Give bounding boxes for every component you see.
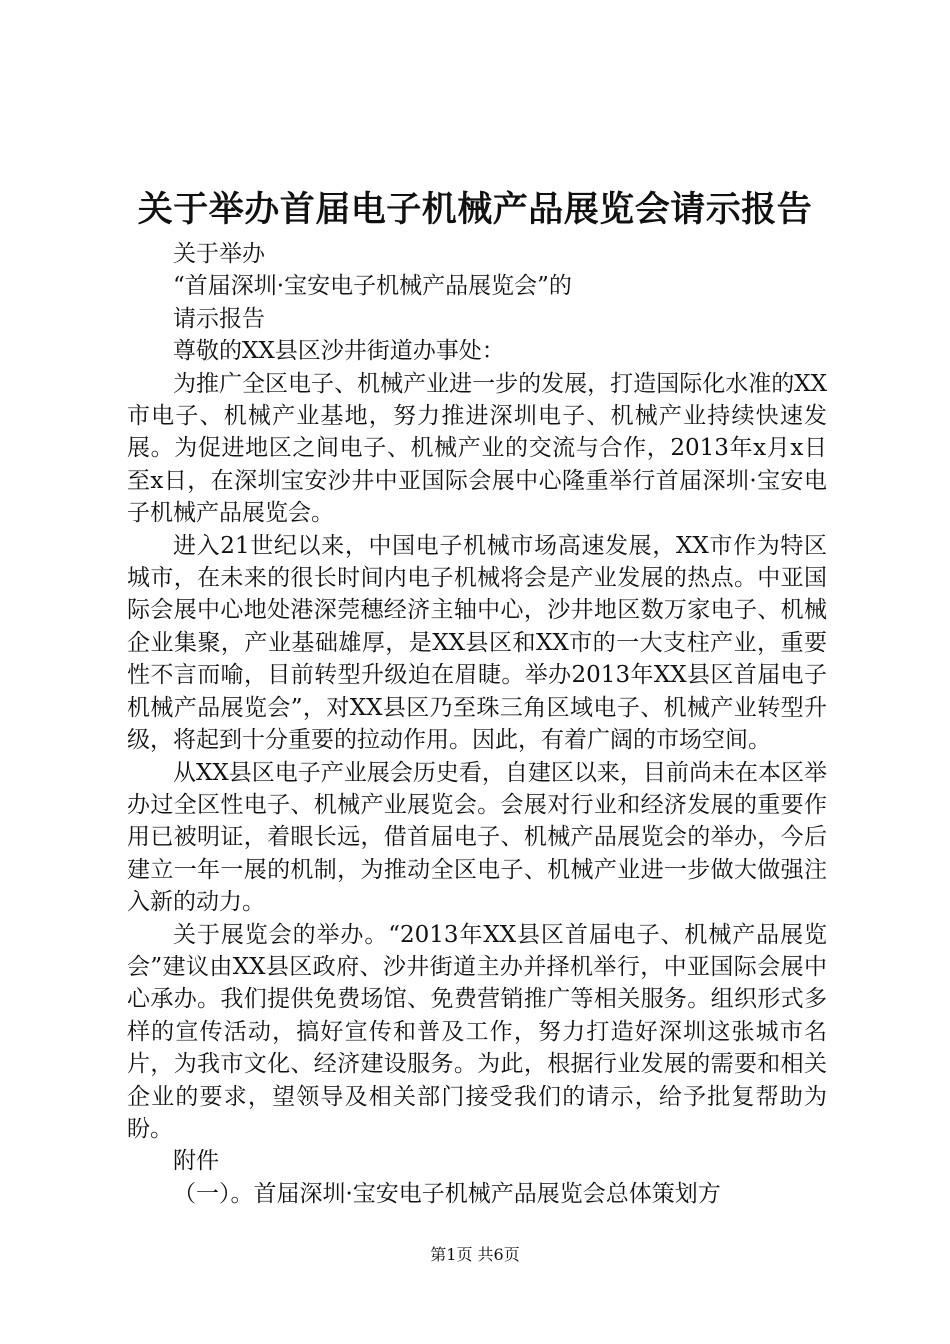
heading-line: “首届深圳·宝安电子机械产品展览会”的 — [173, 273, 572, 300]
paragraph: 进入21世纪以来，中国电子机械市场高速发展，XX市作为特区城市，在未来的很长时间内电子机械将会是产业发展的热点。中亚国际会展中心地处港深莞穗经济主轴中心，沙井地区数万家电子、机械企业集聚，产业基础雄厚，是XX县区和XX市的一大支柱产业，重要性不言而喻，目前转型升级迫在眉睫。举办2013年XX县区首届电子机械产品展览会”，对XX县区乃至珠三角区域电子、机械产业转型升级，将起到十分重要的拉动作用。因此，有着广阔的市场空间。 — [127, 532, 828, 754]
paragraph: 关于展览会的举办。“2013年XX县区首届电子、机械产品展览会”建议由XX县区政府、沙井街道主办并择机举行，中亚国际会展中心承办。我们提供免费场馆、免费营销推广等相关服务。组织形式多样的宣传活动，搞好宣传和普及工作，努力打造好深圳这张城市名片，为我市文化、经济建设服务。为此，根据行业发展的需要和相关企业的要求，望领导及相关部门接受我们的请示，给予批复帮助为盼。 — [127, 921, 827, 1142]
heading-line: 请示报告 — [173, 305, 265, 332]
paragraph: 为推广全区电子、机械产业进一步的发展，打造国际化水准的XX市电子、机械产业基地，努力推进深圳电子、机械产业持续快速发展。为促进地区之间电子、机械产业的交流与合作，2013年x月x日至x日，在深圳宝安沙井中亚国际会展中心隆重举行首届深圳·宝安电子机械产品展览会。 — [127, 370, 827, 527]
page-footer: 第1页 共6页 — [430, 1245, 520, 1264]
heading-line: 关于举办 — [173, 241, 265, 267]
paragraph: 从XX县区电子产业展会历史看，自建区以来，目前尚未在本区举办过全区性电子、机械产业展览会。会展对行业和经济发展的重要作用已被明证，着眼长远，借首届电子、机械产品展览会的举办，今后建立一年一展的机制，为推动全区电子、机械产业进一步做大做强注入新的动力。 — [127, 759, 827, 916]
document-title: 关于举办首届电子机械产品展览会请示报告 — [137, 189, 813, 230]
attachment-item: （一）。首届深圳·宝安电子机械产品展览会总体策划方 — [173, 1180, 721, 1207]
salutation: 尊敬的XX县区沙井街道办事处： — [173, 338, 505, 365]
document-body — [127, 238, 827, 1210]
attachment-label: 附件 — [173, 1148, 219, 1175]
